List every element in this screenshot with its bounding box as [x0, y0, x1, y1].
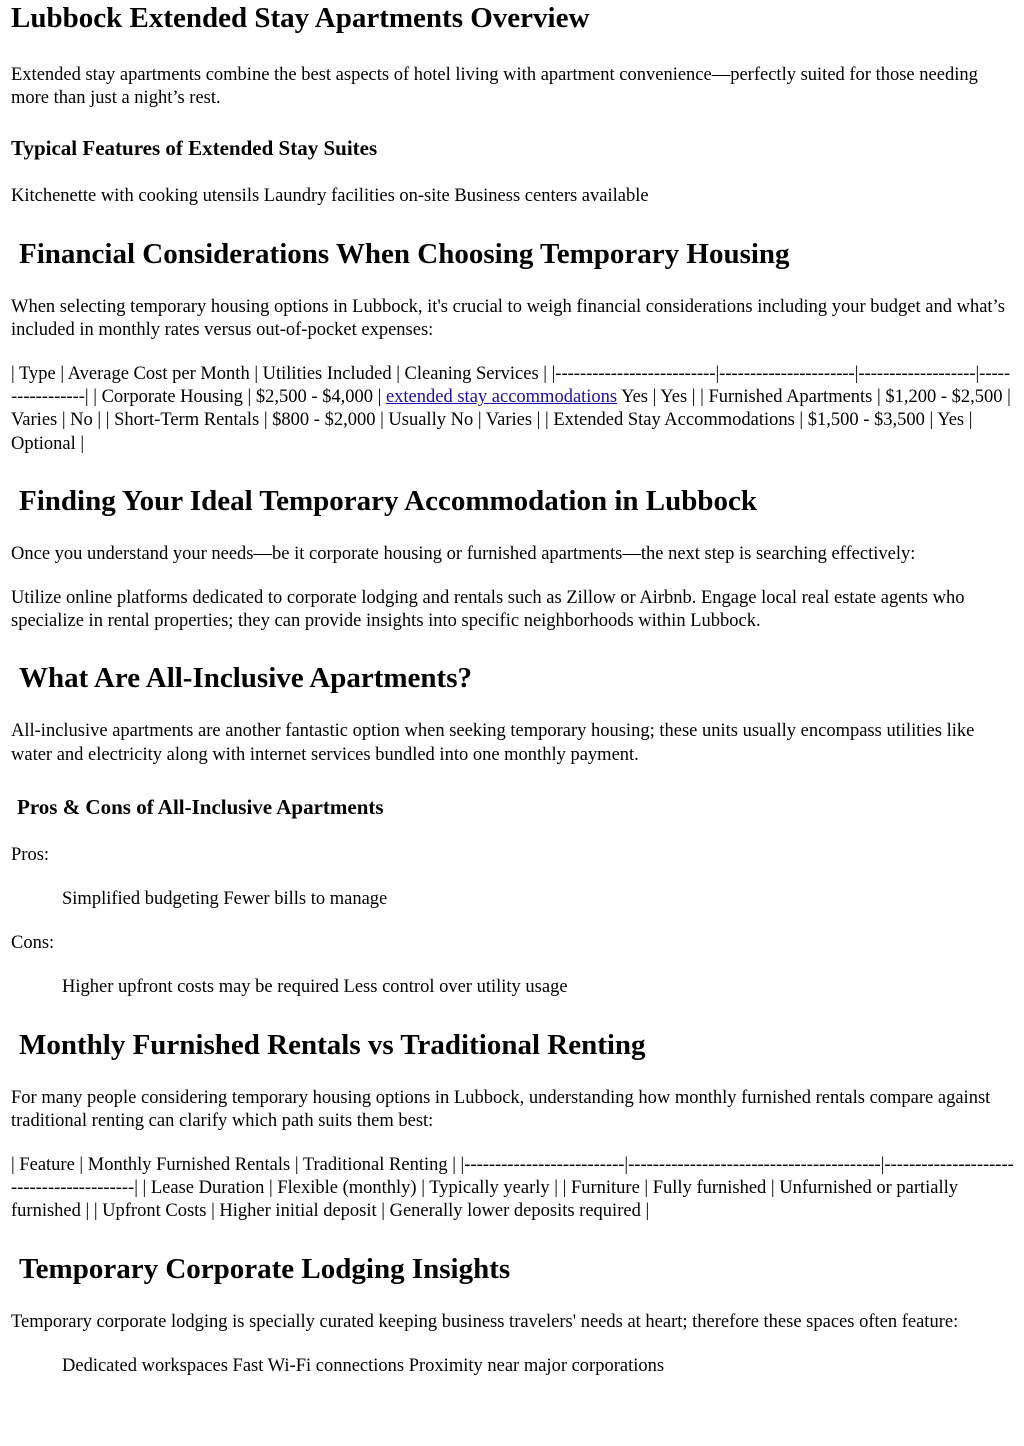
monthly-table-text: | Feature | Monthly Furnished Rentals | Traditional Renting | |--------------------------|-----------------------------------------|-----------------------------------------| | Lease Duration | Flexible (monthly) | Typically yearly | | Furniture | Fully furnished | Unfurnished or partially furnished | | Upfront Costs | Higher initial deposit | Generally lower deposits required | [11, 1155, 1014, 1222]
financial-table-part-1: | Type | Average Cost per Month | Utilities Included | Cleaning Services | |--------------------------|----------------------|-------------------|-----------------| | Corporate Housing | $2,500 - $4,000 | [11, 364, 1010, 408]
corporate-text: Temporary corporate lodging is specially curated keeping business travelers' needs at heart; therefore these spaces often feature: [11, 1311, 959, 1332]
finding-heading: Finding Your Ideal Temporary Accommodation in Lubbock [19, 484, 758, 517]
financial-table-part-2: Yes | Yes | | Furnished Apartments | $1,200 - $2,500 | Varies | No | | Short-Term Rentals | $800 - $2,000 | Usually No | Varies | | Extended Stay Accommodations | $1,500 - $3,500 | Yes | Optional | [11, 387, 1011, 454]
page-title: Lubbock Extended Stay Apartments Overview [11, 2, 590, 34]
corporate-list: Dedicated workspaces Fast Wi-Fi connections Proximity near major corporations [62, 1355, 665, 1376]
all-inclusive-text: All-inclusive apartments are another fantastic option when seeking temporary housing; these units usually encompass utilities like water and electricity along with internet services bundled into one monthly payment. [11, 721, 975, 765]
pros-label: Pros: [11, 844, 50, 865]
monthly-text: For many people considering temporary housing options in Lubbock, understanding how monthly furnished rentals compare against traditional renting can clarify which path suits them best: [11, 1087, 991, 1131]
extended-stay-link[interactable]: extended stay accommodations [385, 387, 618, 408]
features-text: Kitchenette with cooking utensils Laundry facilities on-site Business centers available [11, 186, 649, 207]
cons-label: Cons: [11, 933, 55, 954]
pros-cons-heading: Pros & Cons of All-Inclusive Apartments [17, 794, 384, 819]
finding-text-2: Utilize online platforms dedicated to corporate lodging and rentals such as Zillow or Airbnb. Engage local real estate agents who specialize in rental properties; they can provide insights into specific neighborhoods within Lubbock. [11, 588, 965, 632]
features-heading: Typical Features of Extended Stay Suites [11, 136, 378, 161]
all-inclusive-heading: What Are All-Inclusive Apartments? [19, 662, 472, 695]
financial-heading: Financial Considerations When Choosing Temporary Housing [19, 237, 790, 270]
financial-text: When selecting temporary housing options in Lubbock, it's crucial to weigh financial considerations including your budget and what’s included in monthly rates versus out-of-pocket expenses: [11, 296, 1005, 340]
pros-list: Simplified budgeting Fewer bills to manage [62, 889, 388, 910]
financial-table-text [11, 363, 1014, 456]
intro-paragraph: Extended stay apartments combine the best aspects of hotel living with apartment convenience—perfectly suited for those needing more than just a night’s rest. [11, 65, 978, 109]
monthly-heading: Monthly Furnished Rentals vs Traditional Renting [19, 1028, 646, 1061]
cons-list: Higher upfront costs may be required Less control over utility usage [62, 977, 568, 998]
corporate-heading: Temporary Corporate Lodging Insights [19, 1252, 511, 1285]
finding-text-1: Once you understand your needs—be it corporate housing or furnished apartments—the next step is searching effectively: [11, 543, 916, 564]
